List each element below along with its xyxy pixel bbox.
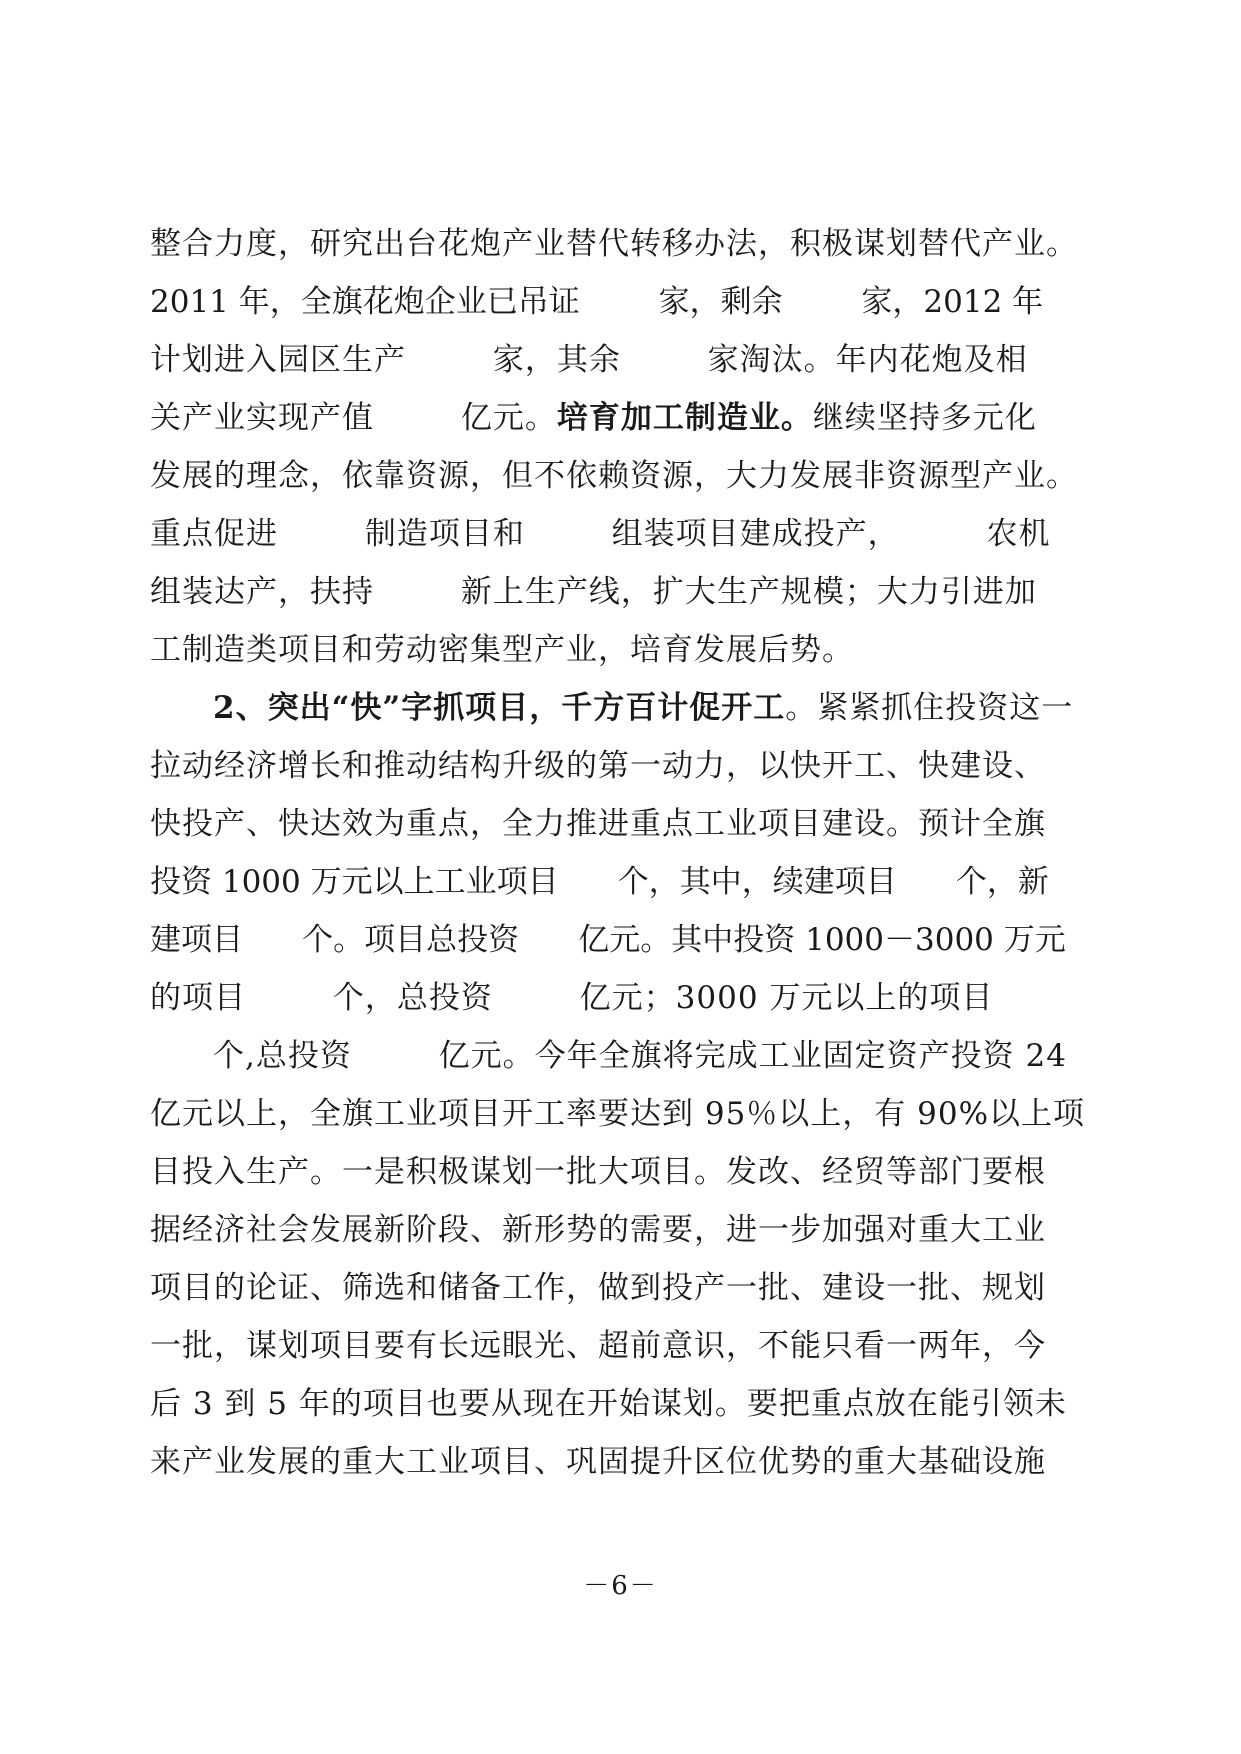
- text-segment: 。紧紧抓住投资这一: [785, 690, 1074, 726]
- text-segment: 来产业发展的重大工业项目、巩固提升区位优势的重大基础设施: [150, 1444, 1046, 1480]
- text-line: [150, 506, 1085, 562]
- text-line: [150, 1260, 1085, 1316]
- text-segment: 工制造类项目和劳动密集型产业，培育发展后势。: [150, 632, 854, 668]
- text-segment: 发展的理念，依靠资源，但不依赖资源，大力发展非资源型产业。: [150, 458, 1078, 494]
- text-segment: 的项目 个，总投资 亿元；3000 万元以上的项目: [150, 980, 994, 1016]
- text-segment: 建项目 个。项目总投资 亿元。其中投资 1000－3000 万元: [150, 922, 1066, 958]
- text-segment: 重点促进 制造项目和 组装项目建成投产， 农机: [150, 516, 1051, 552]
- text-line: [150, 1086, 1085, 1142]
- text-line: [150, 1202, 1085, 1258]
- text-line: [150, 448, 1085, 504]
- text-segment: 项目的论证、筛选和储备工作，做到投产一批、建设一批、规划: [150, 1270, 1046, 1306]
- text-line: [150, 738, 1085, 794]
- text-segment: 快投产、快达效为重点，全力推进重点工业项目建设。预计全旗: [150, 806, 1046, 842]
- text-line: [150, 1376, 1085, 1432]
- text-line: [150, 912, 1085, 968]
- text-segment: 继续坚持多元化: [812, 400, 1037, 436]
- text-line: [213, 1028, 1085, 1084]
- page-number: －6－: [583, 1571, 658, 1601]
- text-line: [150, 622, 1085, 678]
- text-segment: 据经济社会发展新阶段、新形势的需要，进一步加强对重大工业: [150, 1212, 1046, 1248]
- text-line: [150, 1144, 1085, 1200]
- text-line: [213, 680, 1085, 736]
- text-segment: 拉动经济增长和推动结构升级的第一动力，以快开工、快建设、: [150, 748, 1046, 784]
- text-segment: 投资 1000 万元以上工业项目 个，其中，续建项目 个，新: [150, 864, 1049, 900]
- text-line: [150, 1434, 1085, 1490]
- bold-text-segment: 2、突出“快”字抓项目，千方百计促开工: [213, 690, 786, 726]
- text-line: [150, 216, 1085, 272]
- text-line: [150, 390, 1085, 446]
- text-segment: 亿元以上，全旗工业项目开工率要达到 95％以上，有 90%以上项: [150, 1096, 1086, 1132]
- text-segment: 关产业实现产值 亿元。: [150, 400, 557, 436]
- text-line: [150, 1318, 1085, 1374]
- text-segment: 一批，谋划项目要有长远眼光、超前意识，不能只看一两年，今: [150, 1328, 1046, 1364]
- text-segment: 目投入生产。一是积极谋划一批大项目。发改、经贸等部门要根: [150, 1154, 1046, 1190]
- text-line: [150, 564, 1085, 620]
- text-line: [150, 332, 1085, 388]
- text-segment: 整合力度，研究出台花炮产业替代转移办法，积极谋划替代产业。: [150, 226, 1078, 262]
- text-segment: 组装达产，扶持 新上生产线，扩大生产规模；大力引进加: [150, 574, 1037, 610]
- text-line: [150, 854, 1085, 910]
- text-line: [150, 796, 1085, 852]
- bold-text-segment: 培育加工制造业。: [556, 400, 813, 436]
- text-line: [150, 970, 1085, 1026]
- text-segment: 计划进入园区生产 家，其余 家淘汰。年内花炮及相: [150, 342, 1028, 378]
- text-line: [150, 274, 1085, 330]
- text-segment: 后 3 到 5 年的项目也要从现在开始谋划。要把重点放在能引领未: [150, 1386, 1067, 1422]
- text-segment: 2011 年，全旗花炮企业已吊证 家，剩余 家，2012 年: [150, 284, 1044, 320]
- text-segment: 个,总投资 亿元。今年全旗将完成工业固定资产投资 24: [213, 1038, 1067, 1074]
